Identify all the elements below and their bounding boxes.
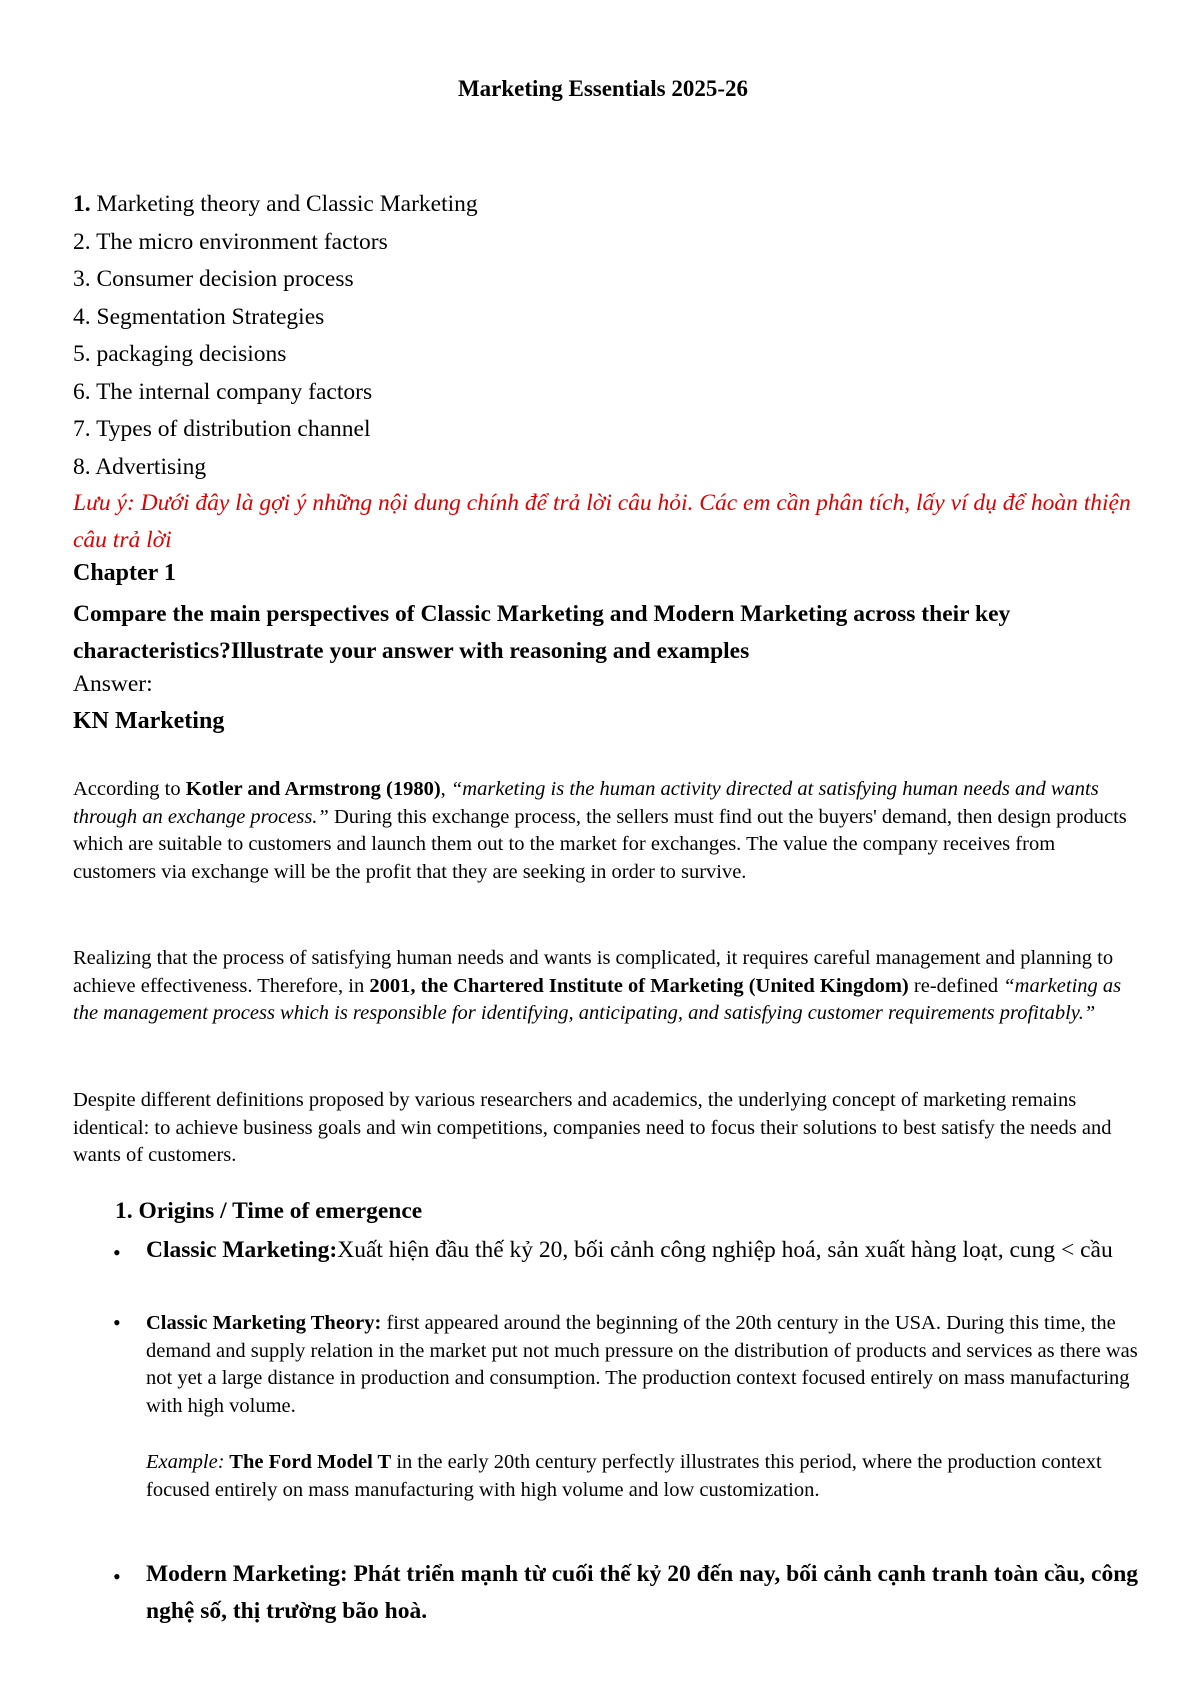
p1-citation: Kotler and Armstrong (1980) xyxy=(185,778,441,800)
topic-item xyxy=(73,224,478,262)
summary-paragraph: Despite different definitions proposed by various researchers and academics, the underlying concept of marketing remains identical: to achieve business goals and win competitions, companies need to focus their solutions to best satisfy the needs and wants of customers. xyxy=(73,1089,1112,1166)
bullet-text: first appeared around the beginning of the 20th century in the USA. During this time, the demand and supply relation in the market put not much pressure on the distribution of products and services as there was not yet a large distance in production and consumption. The production context focused entirely on mass manufacturing with high volume. xyxy=(146,1312,1138,1417)
topic-item xyxy=(73,336,478,374)
example-label: Example: xyxy=(146,1451,225,1473)
example-paragraph xyxy=(146,1449,1146,1504)
p1-text-2: , xyxy=(440,778,451,800)
bullet-dot: • xyxy=(113,1564,121,1589)
bullet-text: Phát triển mạnh từ cuối thế kỷ 20 đến nay, bối cảnh cạnh tranh toàn cầu, công nghệ số, thị trường bão hoà. xyxy=(146,1561,1139,1624)
p2-quote: “marketing as the management process which is responsible for identifying, anticipating, and satisfying customer requirements profitably.” xyxy=(73,974,1122,1024)
topic-text: The micro environment factors xyxy=(90,228,388,255)
topic-text: Marketing theory and Classic Marketing xyxy=(90,191,478,217)
topic-text: Types of distribution channel xyxy=(90,416,371,442)
bullet-text: Xuất hiện đầu thế kỷ 20, bối cảnh công nghiệp hoá, sản xuất hàng loạt, cung < cầu xyxy=(337,1237,1113,1263)
bullet-dot: • xyxy=(113,1310,121,1335)
document-title: Marketing Essentials 2025-26 xyxy=(457,76,749,101)
question-text: Compare the main perspectives of Classic Marketing and Modern Marketing across their key characteristics?Illustrate your answer with reasoning and examples xyxy=(73,601,1011,664)
topic-text: The internal company factors xyxy=(90,378,373,405)
bullet-label: Classic Marketing Theory: xyxy=(146,1312,382,1334)
topic-text: Advertising xyxy=(90,453,207,480)
bullet-classic-marketing-theory xyxy=(113,1310,1143,1420)
section-heading-origins: 1. Origins / Time of emergence xyxy=(115,1198,423,1224)
bullet-label: Classic Marketing: xyxy=(146,1237,338,1263)
p1-text-1: According to xyxy=(73,778,186,800)
bullet-dot: • xyxy=(113,1240,121,1265)
bullet-label: Modern Marketing: xyxy=(146,1561,348,1587)
bullet-classic-marketing-vi xyxy=(113,1232,1143,1269)
topic-item xyxy=(73,449,478,487)
teacher-note: Lưu ý: Dưới đây là gợi ý những nội dung chính để trả lời câu hỏi. Các em cần phân tích, lấy ví dụ để hoàn thiện câu trả lời xyxy=(73,490,1131,553)
example-subject: The Ford Model T xyxy=(224,1451,392,1473)
topic-text: Consumer decision process xyxy=(90,266,354,292)
topic-item xyxy=(73,261,478,299)
definition-paragraph-kotler xyxy=(73,776,1143,886)
topic-item xyxy=(73,299,478,337)
p1-quote: “marketing is the human activity directed at satisfying human needs and wants through an exchange process.” xyxy=(73,778,1099,828)
topic-item xyxy=(73,411,478,449)
bullet-modern-marketing xyxy=(113,1556,1143,1630)
p1-text-3: During this exchange process, the sellers must find out the buyers' demand, then design products which are suitable to customers and launch them out to the market for exchanges. The value the company receives from customers via exchange will be the profit that they are seeking in order to survive. xyxy=(73,805,1127,883)
topic-number: 8. xyxy=(73,453,91,480)
p2-text-1: Realizing that the process of satisfying human needs and wants is complicated, it requires careful management and planning to achieve effectiveness. Therefore, in xyxy=(73,947,1114,997)
topic-number: 6. xyxy=(73,378,91,405)
topic-item xyxy=(73,186,478,224)
topic-text: Segmentation Strategies xyxy=(90,303,325,330)
p2-citation: 2001, the Chartered Institute of Marketing (United Kingdom) xyxy=(369,974,909,997)
chapter-heading: Chapter 1 xyxy=(73,560,176,586)
topic-number: 3. xyxy=(73,266,91,292)
p2-text-2: re-defined xyxy=(908,974,1004,997)
topic-number: 5. xyxy=(73,341,91,367)
kn-marketing-heading: KN Marketing xyxy=(73,708,225,734)
definition-paragraph-cim xyxy=(73,945,1143,1028)
topic-number: 2. xyxy=(73,228,91,255)
topic-text: packaging decisions xyxy=(90,341,287,367)
topic-number: 1. xyxy=(73,191,91,217)
answer-label: Answer: xyxy=(73,671,153,697)
topic-item xyxy=(73,374,478,412)
topic-list xyxy=(73,186,478,486)
example-text: in the early 20th century perfectly illustrates this period, where the production context focused entirely on mass manufacturing with high volume and low customization. xyxy=(146,1451,1102,1501)
topic-number: 4. xyxy=(73,303,91,330)
topic-number: 7. xyxy=(73,416,91,442)
